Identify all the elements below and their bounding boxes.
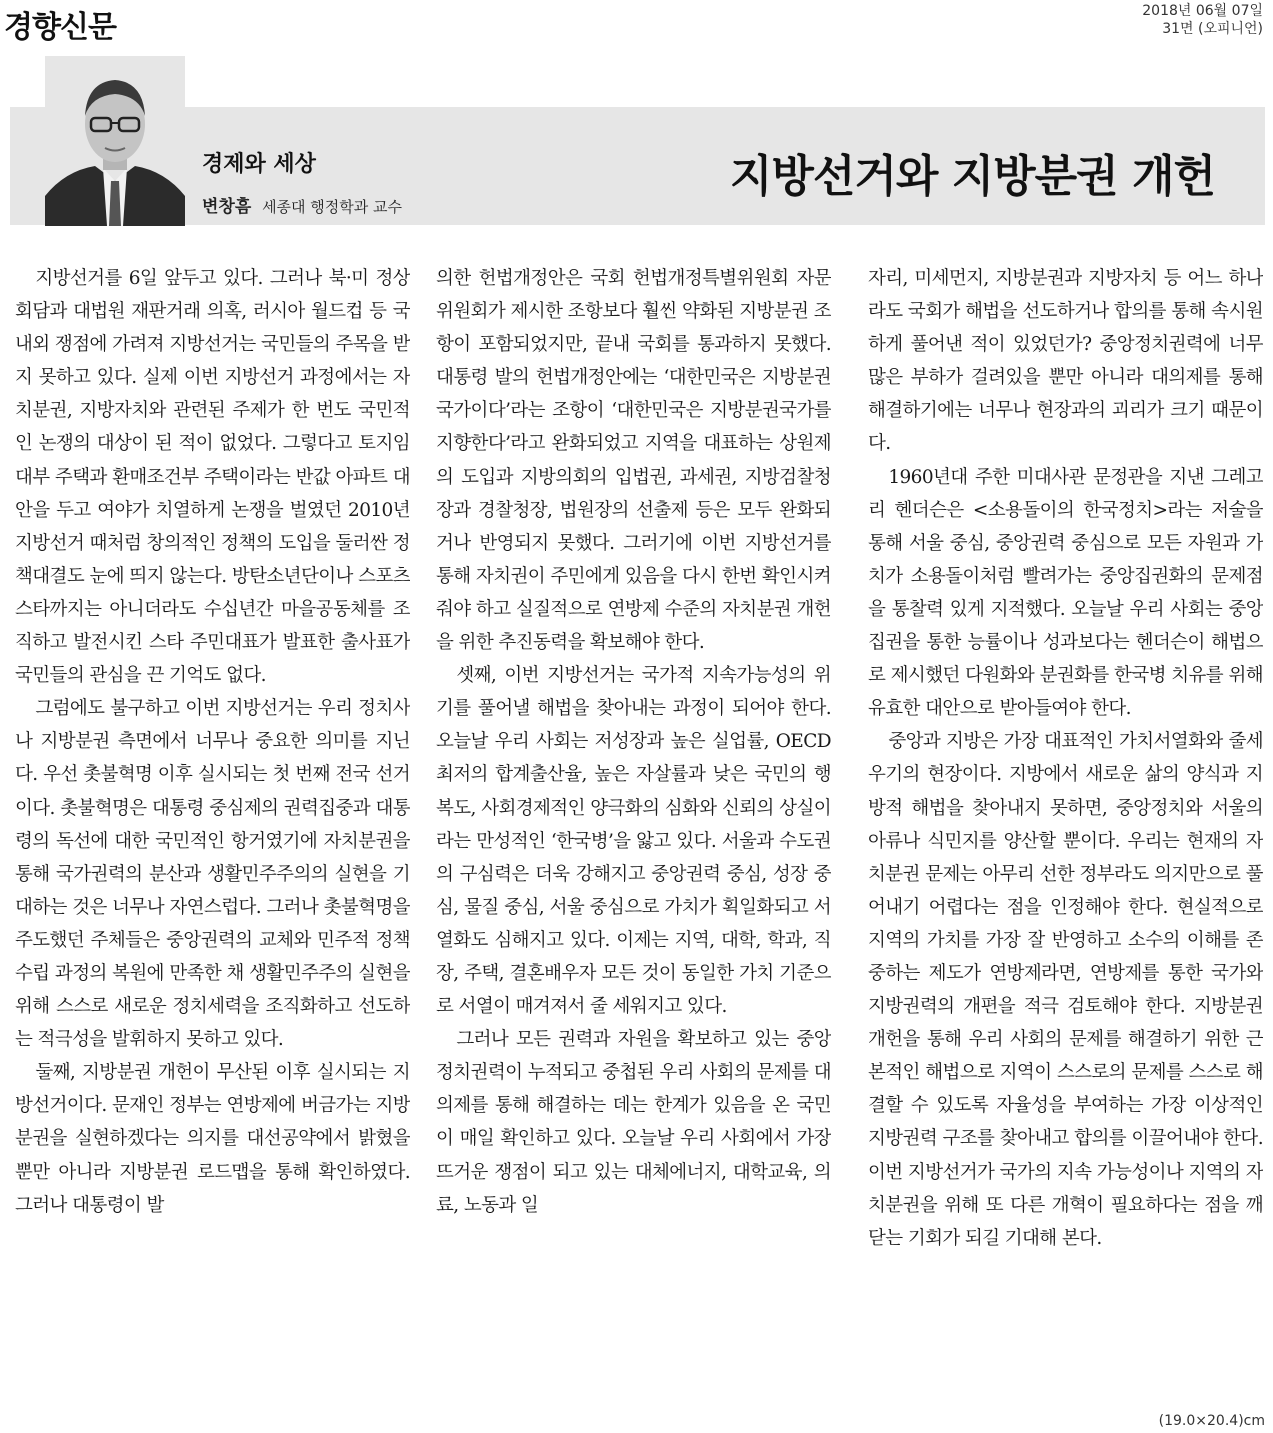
article-column-3 bbox=[868, 262, 1263, 1397]
column-series-name: 경제와 세상 bbox=[202, 152, 316, 177]
masthead-logo: 경향신문 bbox=[4, 10, 116, 45]
paragraph: 그러나 모든 권력과 자원을 확보하고 있는 중앙정치권력이 누적되고 중첩된 우리 사회의 문제를 대의제를 통해 해결하는 데는 한계가 있음을 온 국민이 매일 확인하고 있다. 오늘날 우리 사회에서 가장 뜨거운 쟁점이 되고 있는 대체에너지, 대학교육, 의료, 노동과 일 bbox=[436, 1029, 831, 1216]
author-byline bbox=[202, 192, 402, 217]
author-name: 변창흠 bbox=[202, 197, 252, 217]
paragraph: 셋째, 이번 지방선거는 국가적 지속가능성의 위기를 풀어낼 해법을 찾아내는 과정이 되어야 한다. 오늘날 우리 사회는 저성장과 높은 실업률, OECD 최저의 합계출산율, 높은 자살률과 낮은 국민의 행복도, 사회경제적인 양극화의 심화와 신뢰의 상실이라는 만성적인 ‘한국병’을 앓고 있다. 서울과 수도권의 구심력은 더욱 강해지고 중앙권력 중심, 성장 중심, 물질 중심, 서울 중심으로 가치가 획일화되고 서열화도 심해지고 있다. 이제는 지역, 대학, 학과, 직장, 주택, 결혼배우자 모든 것이 동일한 가치 기준으로 서열이 매겨져서 줄 세워지고 있다. bbox=[436, 665, 831, 1018]
author-title: 세종대 행정학과 교수 bbox=[262, 198, 403, 216]
page-section: 31면 (오피니언) bbox=[1162, 21, 1263, 37]
article-size-note: (19.0×20.4)cm bbox=[1158, 1413, 1265, 1429]
dateline bbox=[1142, 2, 1263, 38]
paragraph: 지방선거를 6일 앞두고 있다. 그러나 북·미 정상회담과 대법원 재판거래 의혹, 러시아 월드컵 등 국내외 쟁점에 가려져 지방선거는 국민들의 주목을 받지 못하고 있다. 실제 이번 지방선거 과정에서는 자치분권, 지방자치와 관련된 주제가 한 번도 국민적인 논쟁의 대상이 된 적이 없었다. 그렇다고 토지임대부 주택과 환매조건부 주택이라는 반값 아파트 대안을 두고 여야가 치열하게 논쟁을 벌였던 2010년 지방선거 때처럼 창의적인 정책의 도입을 둘러싼 정책대결도 눈에 띄지 않는다. 방탄소년단이나 스포츠 스타까지는 아니더라도 수십년간 마을공동체를 조직하고 발전시킨 스타 주민대표가 발표한 출사표가 국민들의 관심을 끈 기억도 없다. bbox=[15, 268, 410, 687]
article-column-2 bbox=[436, 262, 831, 1397]
paragraph: 1960년대 주한 미대사관 문정관을 지낸 그레고리 헨더슨은 <소용돌이의 한국정치>라는 저술을 통해 서울 중심, 중앙권력 중심으로 모든 자원과 가치가 소용돌이처럼 빨려가는 중앙집권화의 문제점을 통찰력 있게 지적했다. 오늘날 우리 사회는 중앙집권을 통한 능률이나 성과보다는 헨더슨이 해법으로 제시했던 다원화와 분권화를 한국병 치유를 위해 유효한 대안으로 받아들여야 한다. bbox=[868, 466, 1263, 720]
paragraph-continued: 자리, 미세먼지, 지방분권과 지방자치 등 어느 하나라도 국회가 해법을 선도하거나 합의를 통해 속시원하게 풀어낸 적이 있었던가? 중앙정치권력에 너무 많은 부하가 걸려있을 뿐만 아니라 대의제를 통해 해결하기에는 너무나 현장과의 괴리가 크기 때문이다. bbox=[868, 268, 1263, 455]
paragraph: 그럼에도 불구하고 이번 지방선거는 우리 정치사나 지방분권 측면에서 너무나 중요한 의미를 지닌다. 우선 촛불혁명 이후 실시되는 첫 번째 전국 선거이다. 촛불혁명은 대통령 중심제의 권력집중과 대통령의 독선에 대한 국민적인 항거였기에 자치분권을 통해 국가권력의 분산과 생활민주주의의 실현을 기대하는 것은 너무나 자연스럽다. 그러나 촛불혁명을 주도했던 주체들은 중앙권력의 교체와 민주적 정책수립 과정의 복원에 만족한 채 생활민주주의 실현을 위해 스스로 새로운 정치세력을 조직화하고 선도하는 적극성을 발휘하지 못하고 있다. bbox=[15, 698, 410, 1051]
article-column-1 bbox=[15, 262, 410, 1397]
paragraph: 중앙과 지방은 가장 대표적인 가치서열화와 줄세우기의 현장이다. 지방에서 새로운 삶의 양식과 지방적 해법을 찾아내지 못하면, 중앙정치와 서울의 아류나 식민지를 양산할 뿐이다. 우리는 현재의 자치분권 문제는 아무리 선한 정부라도 의지만으로 풀어내기 어렵다는 점을 인정해야 한다. 현실적으로 지역의 가치를 가장 잘 반영하고 소수의 이해를 존중하는 제도가 연방제라면, 연방제를 통한 국가와 지방권력의 개편을 적극 검토해야 한다. 지방분권 개헌을 통해 우리 사회의 문제를 해결하기 위한 근본적인 해법으로 지역이 스스로의 문제를 스스로 해결할 수 있도록 자율성을 부여하는 가장 이상적인 지방권력 구조를 찾아내고 합의를 이끌어내야 한다. 이번 지방선거가 국가의 지속 가능성이나 지역의 자치분권을 위해 또 다른 개혁이 필요하다는 점을 깨닫는 기회가 되길 기대해 본다. bbox=[868, 731, 1263, 1249]
article-headline: 지방선거와 지방분권 개헌 bbox=[729, 151, 1215, 202]
paragraph: 둘째, 지방분권 개헌이 무산된 이후 실시되는 지방선거이다. 문재인 정부는 연방제에 버금가는 지방분권을 실현하겠다는 의지를 대선공약에서 밝혔을 뿐만 아니라 지방분권 로드맵을 통해 확인하였다. 그러나 대통령이 발 bbox=[15, 1062, 410, 1216]
publication-date: 2018년 06월 07일 bbox=[1142, 3, 1263, 19]
author-portrait bbox=[45, 56, 185, 226]
paragraph-continued: 의한 헌법개정안은 국회 헌법개정특별위원회 자문위원회가 제시한 조항보다 훨씬 약화된 지방분권 조항이 포함되었지만, 끝내 국회를 통과하지 못했다. 대통령 발의 헌법개정안에는 ‘대한민국은 지방분권국가이다’라는 조항이 ‘대한민국은 지방분권국가를 지향한다’라고 완화되었고 지역을 대표하는 상원제의 도입과 지방의회의 입법권, 과세권, 지방검찰청장과 경찰청장, 법원장의 선출제 등은 모두 완화되거나 반영되지 못했다. 그러기에 이번 지방선거를 통해 자치권이 주민에게 있음을 다시 한번 확인시켜줘야 하고 실질적으로 연방제 수준의 자치분권 개헌을 위한 추진동력을 확보해야 한다. bbox=[436, 268, 831, 654]
